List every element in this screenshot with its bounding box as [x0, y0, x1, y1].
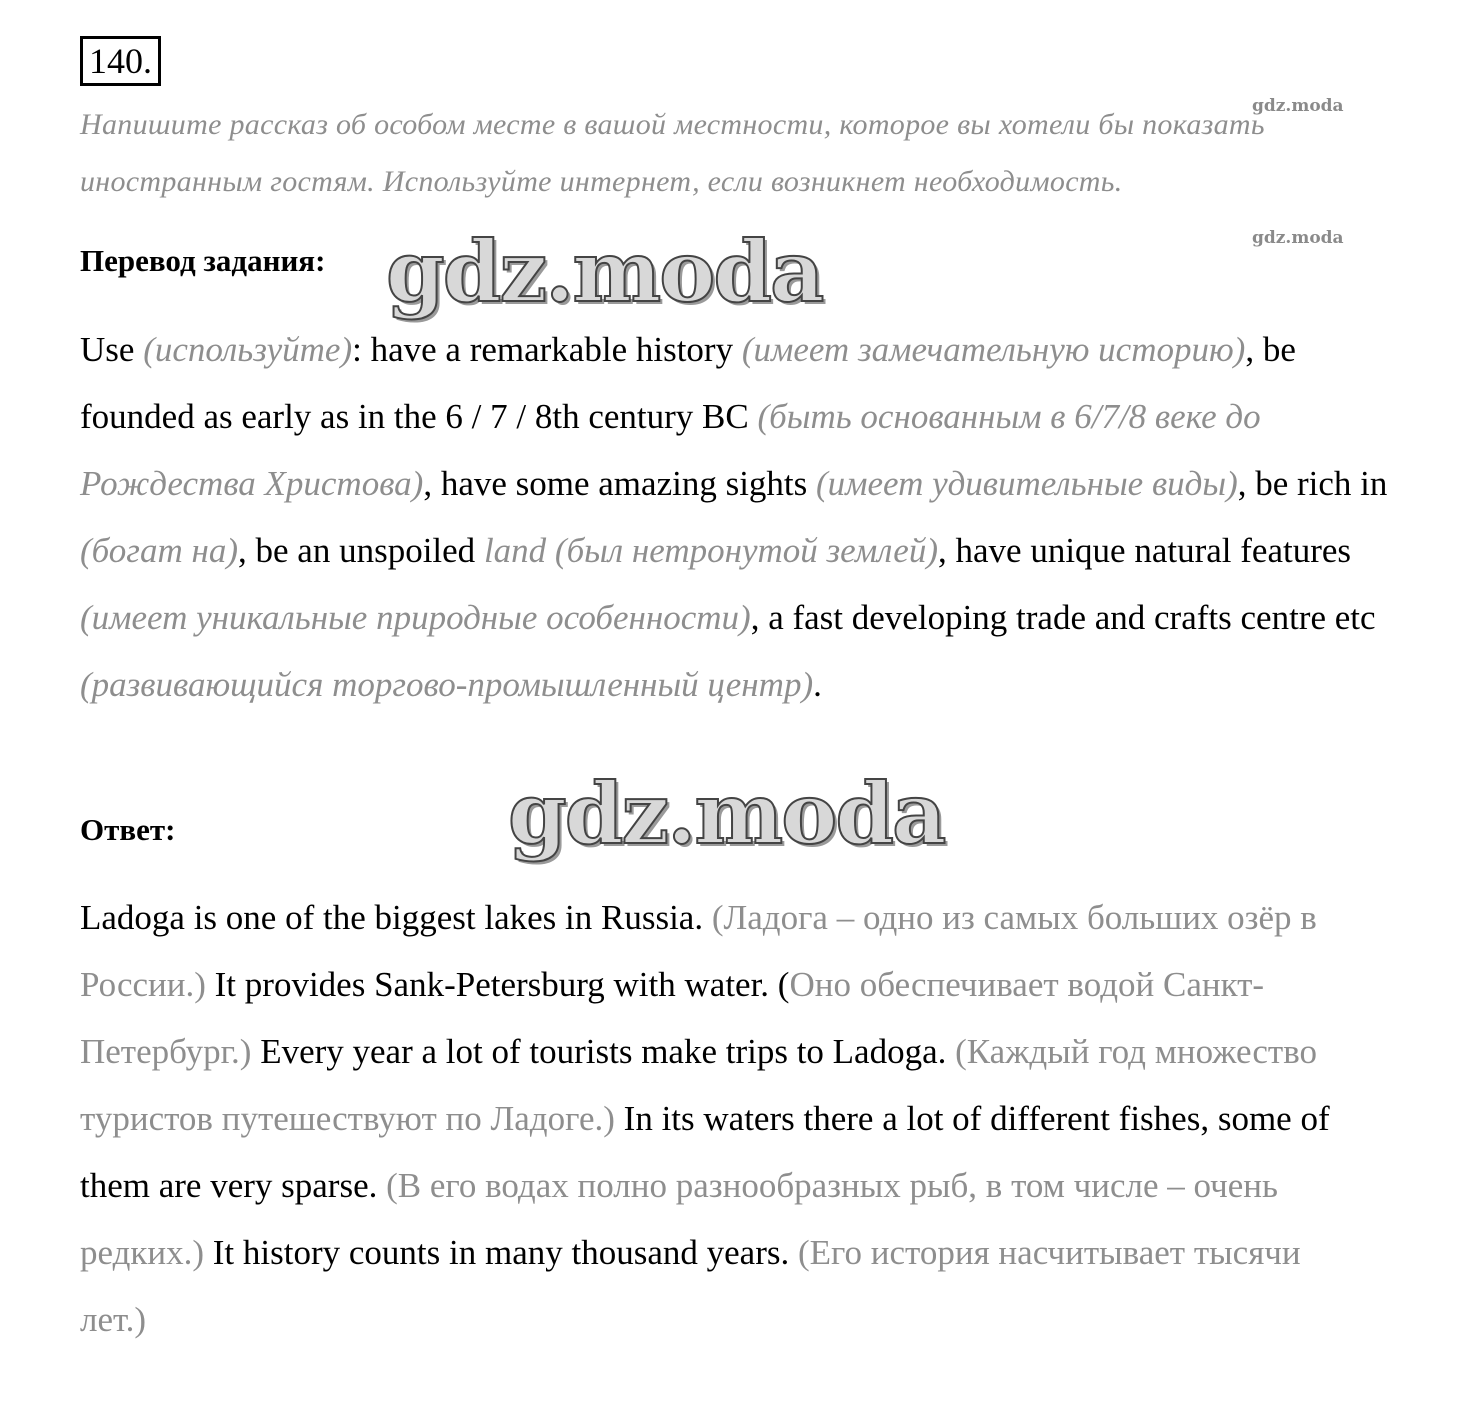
translation-paragraph: [80, 316, 1390, 718]
text-en: , be rich in: [1237, 464, 1388, 503]
text-en: In its waters there a lot of different fishes, some of them are very sparse.: [80, 1099, 1330, 1205]
text-ru: (В его водах полно разнообразных рыб, в том числе – очень редких.): [80, 1166, 1278, 1272]
text-en: Ladoga is one of the biggest lakes in Russia.: [80, 898, 712, 937]
exercise-number: 140.: [80, 36, 161, 86]
text-ru: (имеет замечательную историю): [741, 330, 1246, 369]
answer-paragraph: [80, 884, 1370, 1353]
text-en: , have some amazing sights: [423, 464, 817, 503]
text-ru: (развивающийся торгово-промышленный центр): [80, 665, 814, 704]
text-ru: Оно обеспечивает водой Санкт-Петербург.): [80, 965, 1265, 1071]
text-en: It history counts in many thousand years.: [204, 1233, 798, 1272]
text-ru: (быть основанным в 6/7/8 веке до Рождества Христова): [80, 397, 1261, 503]
text-en: Use: [80, 330, 144, 369]
task-text: Напишите рассказ об особом месте в вашой местности, которое вы хотели бы показать иностранным гостям. Используйте интернет, если возникнет необходимость.: [80, 108, 1265, 198]
watermark-logo: gdz.moda: [508, 764, 945, 863]
text-ru: (имеет уникальные природные особенности): [80, 598, 751, 637]
text-en: : have a remarkable history: [352, 330, 742, 369]
text-en: , be an unspoiled: [238, 531, 484, 570]
translation-heading: Перевод задания:: [80, 243, 326, 278]
text-ru: land (был нетронутой землей): [483, 531, 938, 570]
text-en: , be founded as early as in the 6 / 7 / 8th century BC: [80, 330, 1296, 436]
text-ru: (имеет удивительные виды): [816, 464, 1238, 503]
text-en: It provides Sank-Petersburg with water. (: [205, 965, 790, 1004]
text-ru: (Каждый год множество туристов путешествуют по Ладоге.): [80, 1032, 1317, 1138]
watermark-small: gdz.moda: [1252, 96, 1344, 116]
text-ru: (богат на): [80, 531, 238, 570]
text-en: , a fast developing trade and crafts centre etc: [750, 598, 1376, 637]
text-en: .: [813, 665, 822, 704]
text-en: Every year a lot of tourists make trips to Ladoga.: [251, 1032, 956, 1071]
text-ru: (используйте): [143, 330, 353, 369]
text-ru: (Ладога – одно из самых больших озёр в России.): [80, 898, 1317, 1004]
watermark-logo: gdz.moda: [386, 222, 823, 321]
text-en: , have unique natural features: [938, 531, 1352, 570]
answer-heading: Ответ:: [80, 812, 176, 847]
watermark-small: gdz.moda: [1252, 228, 1344, 248]
text-ru: (Его история насчитывает тысячи лет.): [80, 1233, 1301, 1339]
